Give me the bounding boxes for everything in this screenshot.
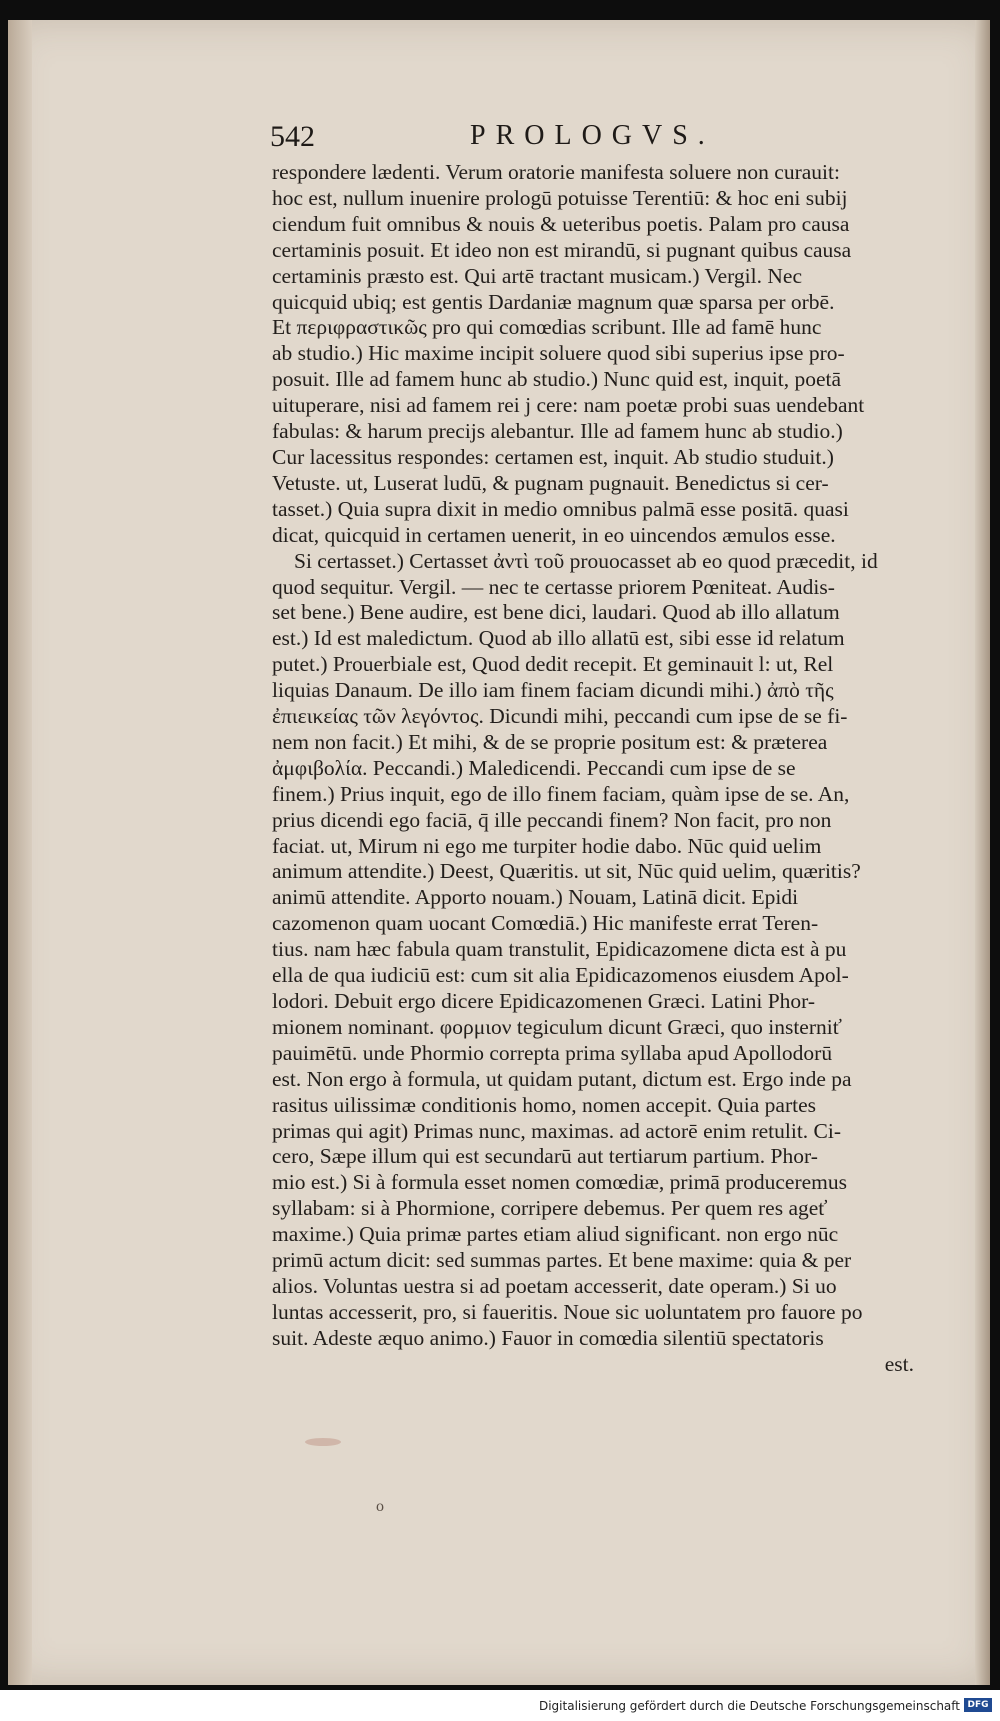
text-line: uituperare, nisi ad famem rei j cere: nam poetæ probi suas uendebant bbox=[272, 393, 865, 418]
text-line: quod sequitur. Vergil. — nec te certasse priorem Pœniteat. Audis- bbox=[272, 574, 835, 599]
text-line: quicquid ubiq; est gentis Dardaniæ magnum quæ sparsa per orbē. bbox=[272, 289, 835, 314]
text-line: Et περιφραστικῶς pro qui comœdias scribunt. Ille ad famē hunc bbox=[272, 315, 822, 340]
text-line: respondere lædenti. Verum oratorie manifesta soluere non curauit: bbox=[272, 160, 840, 184]
commentary-text bbox=[272, 160, 922, 1378]
digitization-footer bbox=[0, 1690, 1000, 1721]
dfg-logo: DFG bbox=[964, 1698, 992, 1712]
text-line: luntas accesserit, pro, si faueritis. Noue sic uoluntatem pro fauore po bbox=[272, 1299, 863, 1324]
text-line: est. bbox=[884, 1351, 914, 1376]
page-gutter bbox=[8, 20, 32, 1685]
text-line: ella de qua iudiciū est: cum sit alia Epidicazomenos eiusdem Apol- bbox=[272, 963, 849, 988]
text-line: cazomenon quam uocant Comœdiā.) Hic manifeste errat Teren- bbox=[272, 911, 819, 936]
text-line: mio est.) Si à formula esset nomen comœdiæ, primā produceremus bbox=[272, 1170, 847, 1195]
text-line: liquias Danaum. De illo iam finem faciam dicundi mihi.) ἀπὸ τῆς bbox=[272, 678, 834, 703]
text-line: ab studio.) Hic maxime incipit soluere quod sibi superius ipse pro- bbox=[272, 341, 845, 366]
page-ornament: o bbox=[376, 1498, 384, 1515]
text-line: maxime.) Quia primæ partes etiam aliud significant. non ergo nūc bbox=[272, 1222, 839, 1247]
text-line: set bene.) Bene audire, est bene dici, laudari. Quod ab illo allatum bbox=[272, 600, 840, 625]
page-edge bbox=[975, 20, 990, 1685]
funding-credit: Digitalisierung gefördert durch die Deutsche Forschungsgemeinschaft bbox=[538, 1699, 960, 1713]
ink-stain bbox=[305, 1438, 341, 1446]
text-line: cero, Sæpe illum qui est secundarū aut tertiarum partium. Phor- bbox=[272, 1144, 818, 1169]
text-line: tasset.) Quia supra dixit in medio omnibus palmā esse positā. quasi bbox=[272, 496, 849, 521]
text-line: dicat, quicquid in certamen uenerit, in eo uincendos æmulos esse. bbox=[272, 522, 836, 547]
text-line: posuit. Ille ad famem hunc ab studio.) Nunc quid est, inquit, poetā bbox=[272, 367, 842, 392]
text-line: alios. Voluntas uestra si ad poetam accesserit, date operam.) Si uo bbox=[272, 1273, 837, 1298]
text-line: animū attendite. Apporto nouam.) Nouam, Latinā dicit. Epidi bbox=[272, 885, 799, 910]
text-line: tius. nam hæc fabula quam transtulit, Epidicazomene dicta est à pu bbox=[272, 937, 847, 962]
text-line: lodori. Debuit ergo dicere Epidicazomenen Græci. Latini Phor- bbox=[272, 989, 816, 1013]
running-title: PROLOGVS. bbox=[470, 120, 715, 151]
text-line: est. Non ergo à formula, ut quidam putant, dictum est. Ergo inde pa bbox=[272, 1066, 852, 1091]
text-line: ἀμφιβολία. Peccandi.) Maledicendi. Peccandi cum ipse de se bbox=[272, 755, 796, 780]
text-line: faciat. ut, Mirum ni ego me turpiter hodie dabo. Nūc quid uelim bbox=[272, 833, 822, 858]
text-line: rasitus uilissimæ conditionis homo, nomen accepit. Quia partes bbox=[272, 1092, 816, 1117]
text-line: ἐπιεικείας τῶν λεγόντος. Dicundi mihi, peccandi cum ipse de se fi- bbox=[272, 704, 848, 729]
text-line: primū actum dicit: sed summas partes. Et bene maxime: quia & per bbox=[272, 1248, 852, 1273]
text-line: est.) Id est maledictum. Quod ab illo allatū est, sibi esse id relatum bbox=[272, 626, 845, 651]
text-line: suit. Adeste æquo animo.) Fauor in comœdia silentiū spectatoris bbox=[272, 1325, 824, 1350]
text-line: ciendum fuit omnibus & nouis & ueteribus poetis. Palam pro causa bbox=[272, 211, 850, 236]
page-header bbox=[270, 116, 770, 156]
text-line: fabulas: & harum precijs alebantur. Ille ad famem hunc ab studio.) bbox=[272, 419, 843, 444]
text-line: Cur lacessitus respondes: certamen est, inquit. Ab studio studuit.) bbox=[272, 444, 834, 469]
text-line: certaminis præsto est. Qui artē tractant musicam.) Vergil. Nec bbox=[272, 263, 802, 288]
text-line: hoc est, nullum inuenire prologū potuisse Terentiū: & hoc eni subij bbox=[272, 185, 848, 210]
text-line: prius dicendi ego faciā, q̄ ille peccandi finem? Non facit, pro non bbox=[272, 807, 832, 832]
text-line: primas qui agit) Primas nunc, maximas. ad actorē enim retulit. Ci- bbox=[272, 1118, 842, 1143]
text-line: Vetuste. ut, Luserat ludū, & pugnam pugnauit. Benedictus si cer- bbox=[272, 470, 829, 495]
text-line: mionem nominant. φορμιον tegiculum dicunt Græci, quo insterniť bbox=[272, 1014, 842, 1039]
text-line: animum attendite.) Deest, Quæritis. ut sit, Nūc quid uelim, quæritis? bbox=[272, 859, 861, 884]
text-line: finem.) Prius inquit, ego de illo finem faciam, quàm ipse de se. An, bbox=[272, 781, 850, 806]
text-line: Si certasset.) Certasset ἀντὶ τοῦ prouocasset ab eo quod præcedit, id bbox=[294, 548, 878, 573]
text-line: certaminis posuit. Et ideo non est mirandū, si pugnant quibus causa bbox=[272, 237, 852, 262]
text-line: putet.) Prouerbiale est, Quod dedit recepit. Et geminauit l: ut, Rel bbox=[272, 652, 834, 677]
text-line: syllabam: si à Phormione, corripere debemus. Per quem res ageť bbox=[272, 1196, 828, 1221]
page-number: 542 bbox=[270, 120, 315, 153]
text-line: pauimētū. unde Phormio correpta prima syllaba apud Apollodorū bbox=[272, 1040, 833, 1065]
text-line: nem non facit.) Et mihi, & de se proprie positum est: & præterea bbox=[272, 729, 828, 754]
